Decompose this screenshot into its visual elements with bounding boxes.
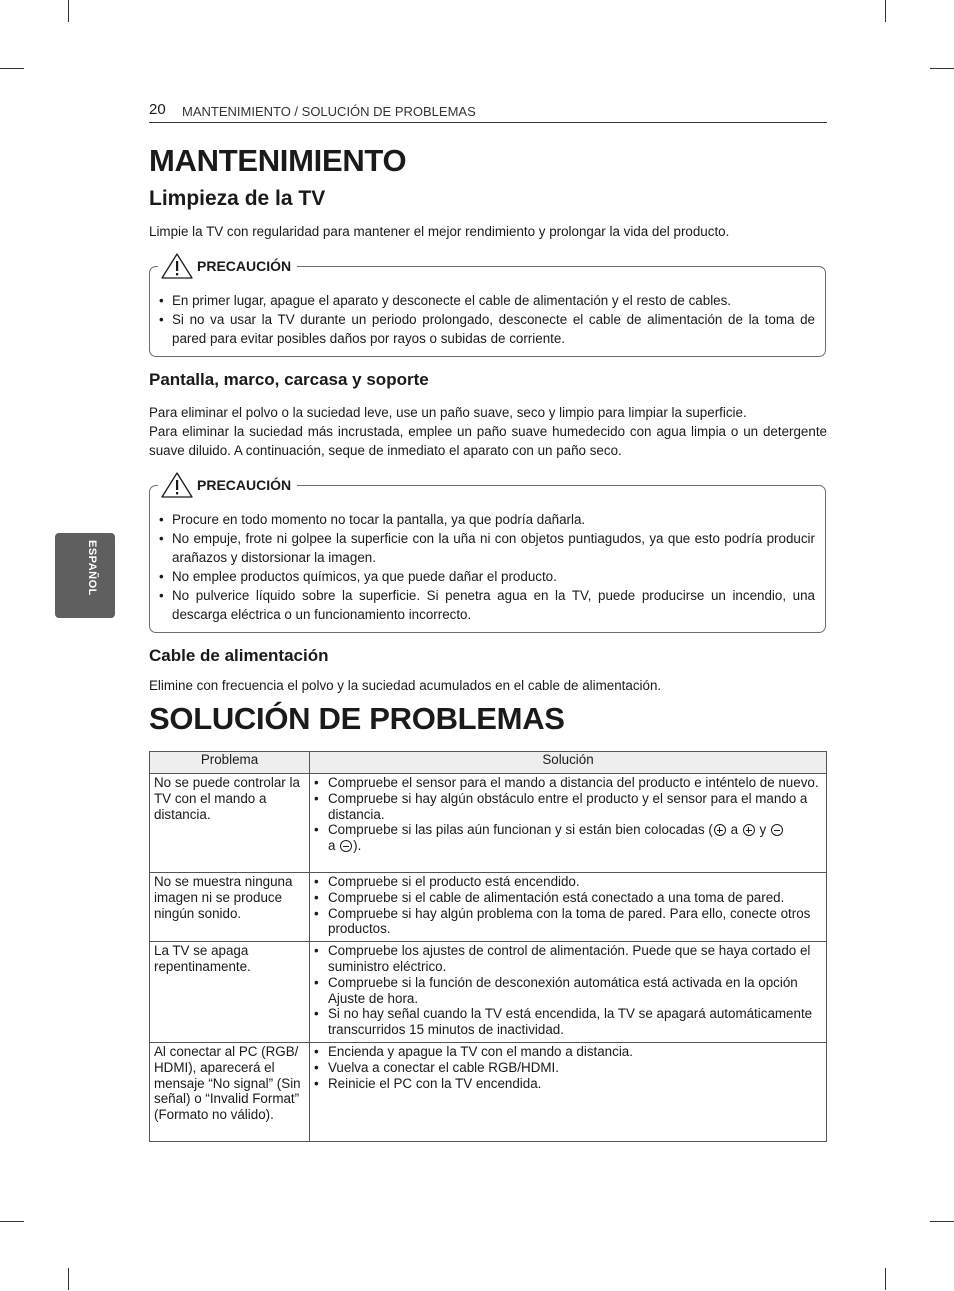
minus-terminal-icon [771,824,783,836]
language-tab-label: ESPAÑOL [86,540,98,596]
solution-cell [310,774,827,873]
solution-item: • Compruebe si la función de desconexión automática está activada en la opción Ajuste de hora. [314,975,822,1007]
battery-text: ). [353,838,362,854]
solution-item [314,822,822,854]
caution-item: • No empuje, frote ni golpee la superficie con la uña ni con objetos puntiagudos, ya que esto podría producir arañazos y distorsionar la imagen. [159,529,815,567]
column-header-solution: Solución [310,752,827,774]
battery-text: Compruebe si las pilas aún funcionan y si están bien colocadas ( [328,822,713,838]
power-cable-text: Elimine con frecuencia el polvo y la suciedad acumulados en el cable de alimentación. [149,678,662,693]
caution-item: • No pulverice líquido sobre la superficie. Si penetra agua en la TV, puede producirse un incendio, una descarga eléctrica o un funcionamiento incorrecto. [159,586,815,624]
crop-mark [885,1268,886,1290]
caution-title: PRECAUCIÓN [197,477,292,493]
page-number: 20 [149,101,166,118]
solution-list [314,775,822,854]
cleaning-intro: Limpie la TV con regularidad para mantener el mejor rendimiento y prolongar la vida del producto. [149,224,730,239]
solution-list [314,874,822,937]
solution-item: • Compruebe si el producto está encendido. [314,874,822,890]
running-title: MANTENIMIENTO / SOLUCIÓN DE PROBLEMAS [182,104,476,119]
table-header-row [150,752,827,774]
solution-item: • Compruebe los ajustes de control de alimentación. Puede que se haya cortado el suministro eléctrico. [314,943,822,975]
solution-item: • Compruebe si hay algún problema con la toma de pared. Para ello, conecte otros productos. [314,906,822,938]
problem-cell: No se muestra ninguna imagen ni se produce ningún sonido. [150,873,310,942]
caution-item: • En primer lugar, apague el aparato y desconecte el cable de alimentación y el resto de cables. [159,291,815,310]
crop-mark [885,0,886,22]
crop-mark [930,1221,954,1222]
crop-mark [0,1221,24,1222]
table-row [150,774,827,873]
caution-item: • Si no va usar la TV durante un periodo prolongado, desconecte el cable de alimentación de la toma de pared para evitar posibles daños por rayos o subidas de corriente. [159,310,815,348]
screen-care-title: Pantalla, marco, carcasa y soporte [149,370,429,389]
caution-item: • Procure en todo momento no tocar la pantalla, ya que podría dañarla. [159,510,815,529]
crop-mark [68,0,69,22]
solution-cell [310,942,827,1043]
solution-item: • Reinicie el PC con la TV encendida. [314,1076,822,1092]
troubleshooting-title: SOLUCIÓN DE PROBLEMAS [149,701,565,736]
solution-item: • Compruebe si hay algún obstáculo entre el producto y el sensor para el mando a distancia. [314,791,822,823]
crop-mark [930,68,954,69]
warning-icon [160,472,194,498]
caution-box [149,258,826,357]
warning-icon [160,253,194,279]
problem-cell: Al conectar al PC (RGB/ HDMI), aparecerá el mensaje “No signal” (Sin señal) o “Invalid Format” (Formato no válido). [150,1042,310,1141]
solution-cell [310,873,827,942]
plus-terminal-icon [743,824,755,836]
caution-box [149,477,826,633]
problem-cell: La TV se apaga repentinamente. [150,942,310,1043]
caution-list [159,291,815,348]
solution-item: • Compruebe el sensor para el mando a distancia del producto e inténtelo de nuevo. [314,775,822,791]
caution-item: • No emplee productos químicos, ya que puede dañar el producto. [159,567,815,586]
solution-item: • Encienda y apague la TV con el mando a distancia. [314,1044,822,1060]
caution-label [158,472,297,498]
troubleshooting-table [149,751,827,1142]
plus-terminal-icon [714,824,726,836]
column-header-problem: Problema [150,752,310,774]
caution-list [159,510,815,624]
crop-mark [68,1268,69,1290]
battery-text: a [726,822,742,838]
table-row [150,942,827,1043]
solution-item: • Si no hay señal cuando la TV está encendida, la TV se apagará automáticamente transcurridos 15 minutos de inactividad. [314,1006,822,1038]
solution-list [314,1044,822,1091]
screen-care-text: Para eliminar la suciedad más incrustada, emplee un paño suave humedecido con agua limpia o un detergente suave diluido. A continuación, seque de inmediato el aparato con un paño seco. [149,424,827,458]
crop-mark [0,68,24,69]
cleaning-title: Limpieza de la TV [149,187,326,210]
battery-text: a [328,838,340,854]
solution-item: • Vuelva a conectar el cable RGB/HDMI. [314,1060,822,1076]
solution-list [314,943,822,1038]
power-cable-title: Cable de alimentación [149,646,329,665]
maintenance-title: MANTENIMIENTO [149,143,407,178]
language-tab [55,533,115,618]
caution-label [158,253,297,279]
minus-terminal-icon [340,840,352,852]
solution-item: • Compruebe si el cable de alimentación está conectado a una toma de pared. [314,890,822,906]
page-header [149,101,827,123]
screen-care-text: Para eliminar el polvo o la suciedad leve, use un paño suave, seco y limpio para limpiar la superficie. [149,405,747,420]
table-row [150,1042,827,1141]
solution-cell [310,1042,827,1141]
table-row [150,873,827,942]
battery-text: y [755,822,770,838]
caution-title: PRECAUCIÓN [197,258,292,274]
problem-cell: No se puede controlar la TV con el mando a distancia. [150,774,310,873]
